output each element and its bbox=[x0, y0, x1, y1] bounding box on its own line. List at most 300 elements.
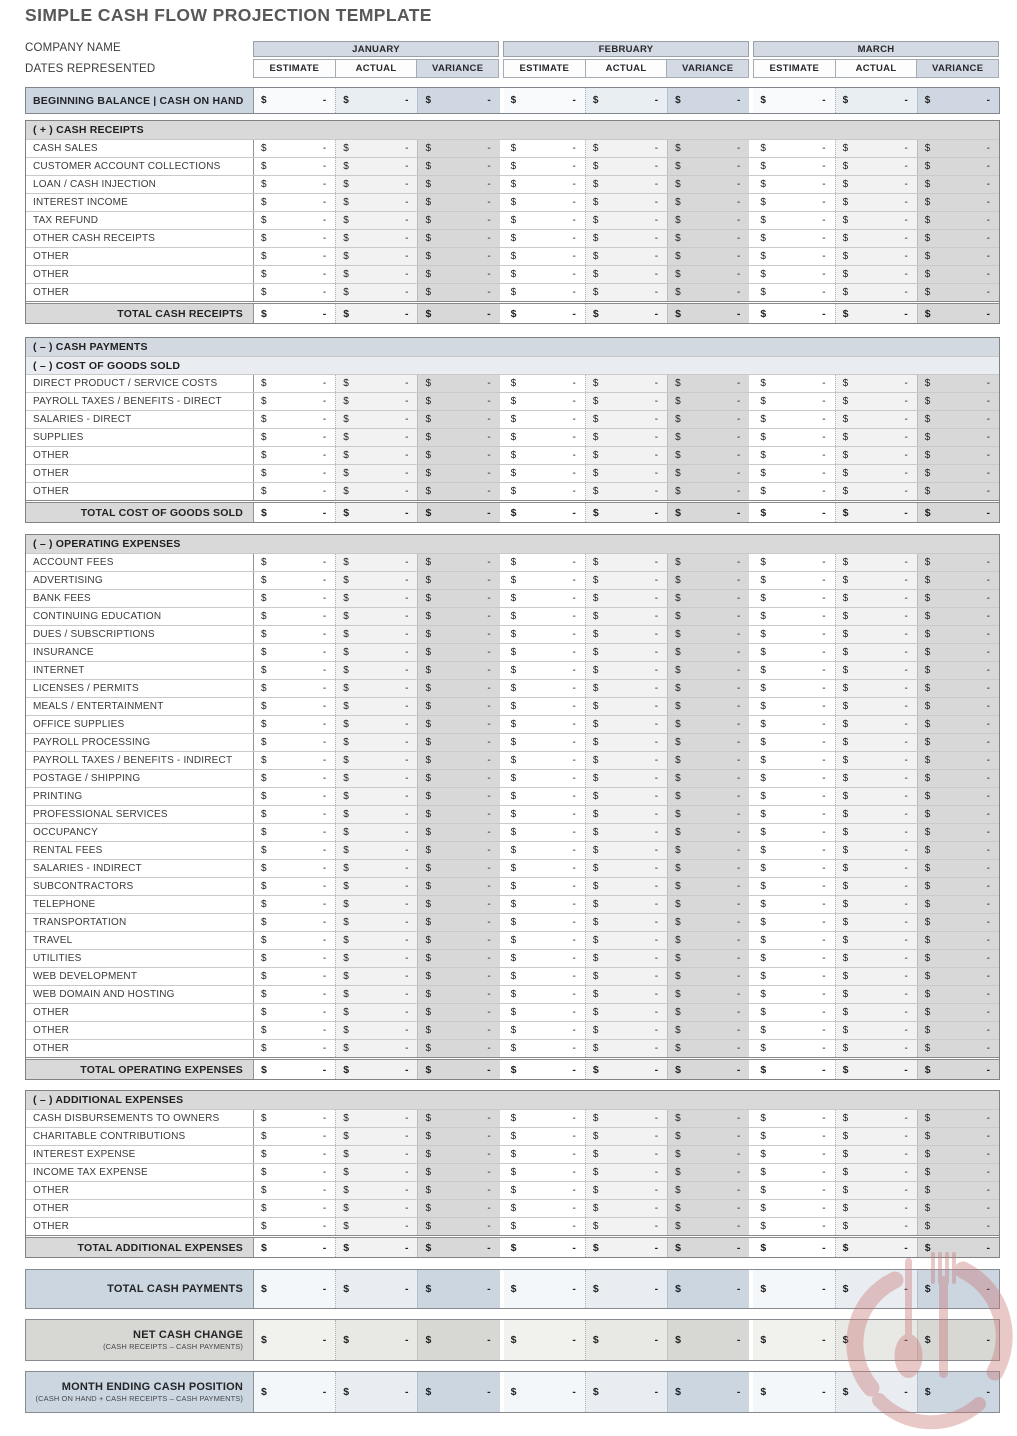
amount-cell-march-variance[interactable] bbox=[917, 447, 999, 464]
amount-cell-march-estimate[interactable] bbox=[753, 304, 834, 323]
amount-cell-january-variance[interactable] bbox=[417, 572, 499, 589]
amount-cell-march-variance[interactable] bbox=[917, 375, 999, 392]
amount-cell-february-estimate[interactable] bbox=[504, 304, 585, 323]
amount-cell-march-variance[interactable] bbox=[917, 230, 999, 247]
amount-cell-january-estimate[interactable] bbox=[254, 554, 335, 571]
amount-cell-march-actual[interactable] bbox=[835, 1110, 917, 1127]
amount-cell-march-estimate[interactable] bbox=[753, 1110, 834, 1127]
amount-cell-march-estimate[interactable] bbox=[753, 1164, 834, 1181]
amount-cell-march-actual[interactable] bbox=[835, 968, 917, 985]
amount-cell-march-actual[interactable] bbox=[835, 860, 917, 877]
amount-cell-february-estimate[interactable] bbox=[504, 88, 585, 113]
amount-cell-march-variance[interactable] bbox=[917, 968, 999, 985]
amount-cell-february-variance[interactable] bbox=[667, 447, 749, 464]
amount-cell-january-variance[interactable] bbox=[417, 1146, 499, 1163]
amount-cell-march-actual[interactable] bbox=[835, 1022, 917, 1039]
amount-cell-january-estimate[interactable] bbox=[254, 393, 335, 410]
amount-cell-february-variance[interactable] bbox=[667, 1270, 749, 1308]
amount-cell-february-estimate[interactable] bbox=[504, 716, 585, 733]
amount-cell-march-variance[interactable] bbox=[917, 248, 999, 265]
amount-cell-march-variance[interactable] bbox=[917, 1146, 999, 1163]
amount-cell-february-estimate[interactable] bbox=[504, 788, 585, 805]
amount-cell-march-variance[interactable] bbox=[917, 1200, 999, 1217]
amount-cell-march-actual[interactable] bbox=[835, 608, 917, 625]
amount-cell-february-estimate[interactable] bbox=[504, 447, 585, 464]
amount-cell-january-variance[interactable] bbox=[417, 393, 499, 410]
amount-cell-march-estimate[interactable] bbox=[753, 194, 834, 211]
amount-cell-february-variance[interactable] bbox=[667, 554, 749, 571]
amount-cell-january-estimate[interactable] bbox=[254, 950, 335, 967]
amount-cell-february-actual[interactable] bbox=[585, 1218, 667, 1235]
amount-cell-march-variance[interactable] bbox=[917, 626, 999, 643]
amount-cell-february-estimate[interactable] bbox=[504, 1218, 585, 1235]
amount-cell-february-actual[interactable] bbox=[585, 140, 667, 157]
amount-cell-march-variance[interactable] bbox=[917, 176, 999, 193]
amount-cell-february-variance[interactable] bbox=[667, 266, 749, 283]
amount-cell-january-estimate[interactable] bbox=[254, 626, 335, 643]
amount-cell-january-variance[interactable] bbox=[417, 1022, 499, 1039]
amount-cell-march-variance[interactable] bbox=[917, 1022, 999, 1039]
amount-cell-march-estimate[interactable] bbox=[753, 842, 834, 859]
amount-cell-march-estimate[interactable] bbox=[753, 1200, 834, 1217]
amount-cell-march-actual[interactable] bbox=[835, 950, 917, 967]
amount-cell-march-variance[interactable] bbox=[917, 554, 999, 571]
amount-cell-march-estimate[interactable] bbox=[753, 1022, 834, 1039]
amount-cell-january-estimate[interactable] bbox=[254, 503, 335, 522]
amount-cell-february-estimate[interactable] bbox=[504, 248, 585, 265]
amount-cell-march-variance[interactable] bbox=[917, 284, 999, 301]
amount-cell-january-estimate[interactable] bbox=[254, 483, 335, 500]
amount-cell-february-estimate[interactable] bbox=[504, 1320, 585, 1360]
amount-cell-february-actual[interactable] bbox=[585, 429, 667, 446]
amount-cell-february-actual[interactable] bbox=[585, 968, 667, 985]
amount-cell-january-variance[interactable] bbox=[417, 590, 499, 607]
amount-cell-january-variance[interactable] bbox=[417, 248, 499, 265]
amount-cell-march-variance[interactable] bbox=[917, 806, 999, 823]
amount-cell-february-actual[interactable] bbox=[585, 1060, 667, 1079]
amount-cell-february-actual[interactable] bbox=[585, 752, 667, 769]
amount-cell-march-estimate[interactable] bbox=[753, 896, 834, 913]
amount-cell-march-actual[interactable] bbox=[835, 176, 917, 193]
amount-cell-january-variance[interactable] bbox=[417, 626, 499, 643]
amount-cell-february-estimate[interactable] bbox=[504, 734, 585, 751]
amount-cell-march-estimate[interactable] bbox=[753, 644, 834, 661]
amount-cell-february-variance[interactable] bbox=[667, 1146, 749, 1163]
amount-cell-january-variance[interactable] bbox=[417, 1200, 499, 1217]
amount-cell-march-variance[interactable] bbox=[917, 266, 999, 283]
amount-cell-february-variance[interactable] bbox=[667, 284, 749, 301]
amount-cell-february-variance[interactable] bbox=[667, 824, 749, 841]
amount-cell-january-variance[interactable] bbox=[417, 878, 499, 895]
amount-cell-march-estimate[interactable] bbox=[753, 770, 834, 787]
amount-cell-march-variance[interactable] bbox=[917, 608, 999, 625]
amount-cell-january-variance[interactable] bbox=[417, 824, 499, 841]
amount-cell-february-variance[interactable] bbox=[667, 88, 749, 113]
amount-cell-january-actual[interactable] bbox=[335, 230, 417, 247]
amount-cell-january-variance[interactable] bbox=[417, 806, 499, 823]
amount-cell-february-variance[interactable] bbox=[667, 662, 749, 679]
amount-cell-february-variance[interactable] bbox=[667, 1110, 749, 1127]
amount-cell-march-variance[interactable] bbox=[917, 770, 999, 787]
amount-cell-february-actual[interactable] bbox=[585, 1238, 667, 1257]
amount-cell-january-variance[interactable] bbox=[417, 716, 499, 733]
amount-cell-march-variance[interactable] bbox=[917, 194, 999, 211]
amount-cell-january-estimate[interactable] bbox=[254, 788, 335, 805]
amount-cell-january-actual[interactable] bbox=[335, 932, 417, 949]
amount-cell-march-estimate[interactable] bbox=[753, 1128, 834, 1145]
amount-cell-january-estimate[interactable] bbox=[254, 644, 335, 661]
amount-cell-march-estimate[interactable] bbox=[753, 716, 834, 733]
amount-cell-march-estimate[interactable] bbox=[753, 824, 834, 841]
amount-cell-march-estimate[interactable] bbox=[753, 393, 834, 410]
amount-cell-january-variance[interactable] bbox=[417, 662, 499, 679]
amount-cell-january-actual[interactable] bbox=[335, 716, 417, 733]
amount-cell-february-estimate[interactable] bbox=[504, 429, 585, 446]
amount-cell-february-variance[interactable] bbox=[667, 842, 749, 859]
amount-cell-march-estimate[interactable] bbox=[753, 88, 834, 113]
amount-cell-february-actual[interactable] bbox=[585, 393, 667, 410]
amount-cell-february-variance[interactable] bbox=[667, 806, 749, 823]
amount-cell-march-actual[interactable] bbox=[835, 483, 917, 500]
amount-cell-february-variance[interactable] bbox=[667, 680, 749, 697]
amount-cell-february-actual[interactable] bbox=[585, 176, 667, 193]
amount-cell-january-estimate[interactable] bbox=[254, 1372, 335, 1412]
amount-cell-february-variance[interactable] bbox=[667, 878, 749, 895]
amount-cell-february-actual[interactable] bbox=[585, 572, 667, 589]
amount-cell-february-estimate[interactable] bbox=[504, 230, 585, 247]
amount-cell-january-actual[interactable] bbox=[335, 140, 417, 157]
amount-cell-march-variance[interactable] bbox=[917, 734, 999, 751]
amount-cell-january-estimate[interactable] bbox=[254, 806, 335, 823]
amount-cell-february-actual[interactable] bbox=[585, 626, 667, 643]
amount-cell-march-estimate[interactable] bbox=[753, 1004, 834, 1021]
amount-cell-february-estimate[interactable] bbox=[504, 644, 585, 661]
amount-cell-february-variance[interactable] bbox=[667, 788, 749, 805]
amount-cell-march-estimate[interactable] bbox=[753, 140, 834, 157]
amount-cell-january-actual[interactable] bbox=[335, 878, 417, 895]
amount-cell-march-variance[interactable] bbox=[917, 986, 999, 1003]
amount-cell-march-estimate[interactable] bbox=[753, 1182, 834, 1199]
amount-cell-january-actual[interactable] bbox=[335, 1372, 417, 1412]
amount-cell-february-estimate[interactable] bbox=[504, 393, 585, 410]
amount-cell-january-estimate[interactable] bbox=[254, 1004, 335, 1021]
amount-cell-january-variance[interactable] bbox=[417, 304, 499, 323]
amount-cell-january-actual[interactable] bbox=[335, 212, 417, 229]
amount-cell-march-actual[interactable] bbox=[835, 1372, 917, 1412]
amount-cell-february-actual[interactable] bbox=[585, 896, 667, 913]
amount-cell-january-estimate[interactable] bbox=[254, 608, 335, 625]
amount-cell-march-estimate[interactable] bbox=[753, 230, 834, 247]
amount-cell-january-variance[interactable] bbox=[417, 644, 499, 661]
amount-cell-march-estimate[interactable] bbox=[753, 158, 834, 175]
amount-cell-january-actual[interactable] bbox=[335, 1320, 417, 1360]
amount-cell-march-actual[interactable] bbox=[835, 1146, 917, 1163]
amount-cell-january-estimate[interactable] bbox=[254, 1110, 335, 1127]
amount-cell-february-estimate[interactable] bbox=[504, 375, 585, 392]
amount-cell-february-estimate[interactable] bbox=[504, 1040, 585, 1057]
amount-cell-march-actual[interactable] bbox=[835, 304, 917, 323]
amount-cell-february-variance[interactable] bbox=[667, 590, 749, 607]
amount-cell-january-estimate[interactable] bbox=[254, 896, 335, 913]
amount-cell-march-estimate[interactable] bbox=[753, 1218, 834, 1235]
amount-cell-february-actual[interactable] bbox=[585, 1200, 667, 1217]
amount-cell-february-actual[interactable] bbox=[585, 644, 667, 661]
amount-cell-february-actual[interactable] bbox=[585, 375, 667, 392]
amount-cell-january-variance[interactable] bbox=[417, 1270, 499, 1308]
amount-cell-february-actual[interactable] bbox=[585, 1320, 667, 1360]
amount-cell-january-actual[interactable] bbox=[335, 788, 417, 805]
amount-cell-march-actual[interactable] bbox=[835, 284, 917, 301]
amount-cell-march-variance[interactable] bbox=[917, 572, 999, 589]
amount-cell-february-estimate[interactable] bbox=[504, 554, 585, 571]
amount-cell-march-actual[interactable] bbox=[835, 986, 917, 1003]
amount-cell-january-actual[interactable] bbox=[335, 1164, 417, 1181]
amount-cell-february-estimate[interactable] bbox=[504, 680, 585, 697]
amount-cell-january-actual[interactable] bbox=[335, 284, 417, 301]
amount-cell-march-actual[interactable] bbox=[835, 734, 917, 751]
amount-cell-march-estimate[interactable] bbox=[753, 212, 834, 229]
amount-cell-march-actual[interactable] bbox=[835, 824, 917, 841]
amount-cell-february-estimate[interactable] bbox=[504, 824, 585, 841]
amount-cell-february-actual[interactable] bbox=[585, 465, 667, 482]
amount-cell-march-actual[interactable] bbox=[835, 590, 917, 607]
amount-cell-march-estimate[interactable] bbox=[753, 950, 834, 967]
amount-cell-january-variance[interactable] bbox=[417, 1040, 499, 1057]
amount-cell-february-actual[interactable] bbox=[585, 230, 667, 247]
amount-cell-january-actual[interactable] bbox=[335, 1022, 417, 1039]
amount-cell-january-variance[interactable] bbox=[417, 554, 499, 571]
amount-cell-january-variance[interactable] bbox=[417, 752, 499, 769]
amount-cell-january-estimate[interactable] bbox=[254, 248, 335, 265]
amount-cell-february-actual[interactable] bbox=[585, 483, 667, 500]
amount-cell-march-variance[interactable] bbox=[917, 1060, 999, 1079]
amount-cell-january-variance[interactable] bbox=[417, 1372, 499, 1412]
amount-cell-march-variance[interactable] bbox=[917, 788, 999, 805]
amount-cell-january-estimate[interactable] bbox=[254, 716, 335, 733]
amount-cell-february-variance[interactable] bbox=[667, 375, 749, 392]
amount-cell-march-variance[interactable] bbox=[917, 680, 999, 697]
amount-cell-march-variance[interactable] bbox=[917, 1110, 999, 1127]
amount-cell-march-estimate[interactable] bbox=[753, 626, 834, 643]
amount-cell-january-estimate[interactable] bbox=[254, 590, 335, 607]
amount-cell-february-variance[interactable] bbox=[667, 644, 749, 661]
amount-cell-march-variance[interactable] bbox=[917, 932, 999, 949]
amount-cell-february-actual[interactable] bbox=[585, 1110, 667, 1127]
amount-cell-january-actual[interactable] bbox=[335, 158, 417, 175]
amount-cell-march-estimate[interactable] bbox=[753, 1040, 834, 1057]
amount-cell-january-variance[interactable] bbox=[417, 914, 499, 931]
amount-cell-march-variance[interactable] bbox=[917, 914, 999, 931]
amount-cell-february-variance[interactable] bbox=[667, 896, 749, 913]
amount-cell-january-actual[interactable] bbox=[335, 986, 417, 1003]
amount-cell-january-variance[interactable] bbox=[417, 1110, 499, 1127]
amount-cell-march-actual[interactable] bbox=[835, 626, 917, 643]
amount-cell-january-variance[interactable] bbox=[417, 1320, 499, 1360]
amount-cell-march-variance[interactable] bbox=[917, 878, 999, 895]
amount-cell-march-actual[interactable] bbox=[835, 1270, 917, 1308]
amount-cell-january-variance[interactable] bbox=[417, 411, 499, 428]
amount-cell-january-estimate[interactable] bbox=[254, 878, 335, 895]
amount-cell-march-estimate[interactable] bbox=[753, 429, 834, 446]
amount-cell-march-actual[interactable] bbox=[835, 644, 917, 661]
amount-cell-february-actual[interactable] bbox=[585, 503, 667, 522]
amount-cell-january-estimate[interactable] bbox=[254, 932, 335, 949]
amount-cell-february-variance[interactable] bbox=[667, 1182, 749, 1199]
amount-cell-february-actual[interactable] bbox=[585, 554, 667, 571]
amount-cell-february-estimate[interactable] bbox=[504, 698, 585, 715]
amount-cell-february-actual[interactable] bbox=[585, 304, 667, 323]
amount-cell-march-actual[interactable] bbox=[835, 932, 917, 949]
amount-cell-january-estimate[interactable] bbox=[254, 734, 335, 751]
amount-cell-january-actual[interactable] bbox=[335, 1060, 417, 1079]
amount-cell-march-estimate[interactable] bbox=[753, 968, 834, 985]
amount-cell-january-estimate[interactable] bbox=[254, 1270, 335, 1308]
amount-cell-march-variance[interactable] bbox=[917, 158, 999, 175]
amount-cell-march-estimate[interactable] bbox=[753, 1270, 834, 1308]
amount-cell-february-actual[interactable] bbox=[585, 788, 667, 805]
amount-cell-january-variance[interactable] bbox=[417, 1004, 499, 1021]
amount-cell-february-estimate[interactable] bbox=[504, 590, 585, 607]
amount-cell-january-actual[interactable] bbox=[335, 680, 417, 697]
amount-cell-march-actual[interactable] bbox=[835, 230, 917, 247]
amount-cell-january-estimate[interactable] bbox=[254, 1022, 335, 1039]
amount-cell-march-estimate[interactable] bbox=[753, 284, 834, 301]
amount-cell-february-variance[interactable] bbox=[667, 194, 749, 211]
amount-cell-march-variance[interactable] bbox=[917, 824, 999, 841]
amount-cell-february-variance[interactable] bbox=[667, 230, 749, 247]
amount-cell-march-variance[interactable] bbox=[917, 716, 999, 733]
amount-cell-february-actual[interactable] bbox=[585, 950, 667, 967]
amount-cell-march-estimate[interactable] bbox=[753, 1372, 834, 1412]
amount-cell-february-variance[interactable] bbox=[667, 393, 749, 410]
amount-cell-january-estimate[interactable] bbox=[254, 1200, 335, 1217]
amount-cell-march-estimate[interactable] bbox=[753, 447, 834, 464]
amount-cell-march-variance[interactable] bbox=[917, 304, 999, 323]
amount-cell-february-variance[interactable] bbox=[667, 503, 749, 522]
amount-cell-january-estimate[interactable] bbox=[254, 375, 335, 392]
amount-cell-february-actual[interactable] bbox=[585, 878, 667, 895]
amount-cell-january-estimate[interactable] bbox=[254, 1060, 335, 1079]
amount-cell-march-estimate[interactable] bbox=[753, 932, 834, 949]
amount-cell-february-estimate[interactable] bbox=[504, 1110, 585, 1127]
amount-cell-january-variance[interactable] bbox=[417, 860, 499, 877]
amount-cell-march-actual[interactable] bbox=[835, 88, 917, 113]
amount-cell-february-actual[interactable] bbox=[585, 158, 667, 175]
amount-cell-march-variance[interactable] bbox=[917, 465, 999, 482]
amount-cell-february-variance[interactable] bbox=[667, 1040, 749, 1057]
amount-cell-march-estimate[interactable] bbox=[753, 806, 834, 823]
amount-cell-february-variance[interactable] bbox=[667, 1320, 749, 1360]
amount-cell-february-variance[interactable] bbox=[667, 158, 749, 175]
amount-cell-january-estimate[interactable] bbox=[254, 662, 335, 679]
amount-cell-february-estimate[interactable] bbox=[504, 194, 585, 211]
amount-cell-january-actual[interactable] bbox=[335, 626, 417, 643]
amount-cell-january-estimate[interactable] bbox=[254, 1218, 335, 1235]
amount-cell-march-actual[interactable] bbox=[835, 572, 917, 589]
amount-cell-february-estimate[interactable] bbox=[504, 1200, 585, 1217]
amount-cell-march-actual[interactable] bbox=[835, 716, 917, 733]
amount-cell-january-estimate[interactable] bbox=[254, 284, 335, 301]
amount-cell-march-estimate[interactable] bbox=[753, 483, 834, 500]
amount-cell-march-actual[interactable] bbox=[835, 1200, 917, 1217]
amount-cell-january-estimate[interactable] bbox=[254, 1238, 335, 1257]
amount-cell-march-variance[interactable] bbox=[917, 950, 999, 967]
amount-cell-january-variance[interactable] bbox=[417, 1238, 499, 1257]
amount-cell-february-estimate[interactable] bbox=[504, 503, 585, 522]
amount-cell-january-variance[interactable] bbox=[417, 284, 499, 301]
amount-cell-march-variance[interactable] bbox=[917, 698, 999, 715]
dates-represented-cell[interactable]: DATES REPRESENTED bbox=[25, 63, 156, 75]
amount-cell-february-estimate[interactable] bbox=[504, 608, 585, 625]
amount-cell-february-actual[interactable] bbox=[585, 1040, 667, 1057]
amount-cell-march-actual[interactable] bbox=[835, 248, 917, 265]
amount-cell-february-variance[interactable] bbox=[667, 914, 749, 931]
amount-cell-january-variance[interactable] bbox=[417, 1182, 499, 1199]
amount-cell-march-actual[interactable] bbox=[835, 788, 917, 805]
amount-cell-february-estimate[interactable] bbox=[504, 1238, 585, 1257]
amount-cell-january-actual[interactable] bbox=[335, 248, 417, 265]
amount-cell-january-estimate[interactable] bbox=[254, 680, 335, 697]
amount-cell-january-actual[interactable] bbox=[335, 503, 417, 522]
amount-cell-march-estimate[interactable] bbox=[753, 752, 834, 769]
amount-cell-february-estimate[interactable] bbox=[504, 1270, 585, 1308]
amount-cell-january-estimate[interactable] bbox=[254, 88, 335, 113]
amount-cell-january-variance[interactable] bbox=[417, 483, 499, 500]
amount-cell-january-actual[interactable] bbox=[335, 824, 417, 841]
amount-cell-february-actual[interactable] bbox=[585, 88, 667, 113]
amount-cell-march-estimate[interactable] bbox=[753, 176, 834, 193]
amount-cell-january-variance[interactable] bbox=[417, 842, 499, 859]
amount-cell-january-estimate[interactable] bbox=[254, 266, 335, 283]
amount-cell-february-variance[interactable] bbox=[667, 932, 749, 949]
amount-cell-january-variance[interactable] bbox=[417, 176, 499, 193]
amount-cell-january-actual[interactable] bbox=[335, 1004, 417, 1021]
amount-cell-february-variance[interactable] bbox=[667, 411, 749, 428]
amount-cell-march-variance[interactable] bbox=[917, 1218, 999, 1235]
amount-cell-march-variance[interactable] bbox=[917, 644, 999, 661]
amount-cell-february-variance[interactable] bbox=[667, 950, 749, 967]
amount-cell-january-estimate[interactable] bbox=[254, 212, 335, 229]
amount-cell-march-estimate[interactable] bbox=[753, 680, 834, 697]
amount-cell-march-variance[interactable] bbox=[917, 1128, 999, 1145]
amount-cell-march-actual[interactable] bbox=[835, 842, 917, 859]
amount-cell-march-estimate[interactable] bbox=[753, 503, 834, 522]
amount-cell-january-estimate[interactable] bbox=[254, 842, 335, 859]
amount-cell-march-actual[interactable] bbox=[835, 1218, 917, 1235]
amount-cell-january-variance[interactable] bbox=[417, 896, 499, 913]
amount-cell-january-actual[interactable] bbox=[335, 806, 417, 823]
amount-cell-march-actual[interactable] bbox=[835, 212, 917, 229]
amount-cell-january-variance[interactable] bbox=[417, 194, 499, 211]
amount-cell-march-actual[interactable] bbox=[835, 465, 917, 482]
amount-cell-january-variance[interactable] bbox=[417, 503, 499, 522]
amount-cell-january-variance[interactable] bbox=[417, 140, 499, 157]
amount-cell-march-estimate[interactable] bbox=[753, 572, 834, 589]
amount-cell-february-variance[interactable] bbox=[667, 176, 749, 193]
amount-cell-february-actual[interactable] bbox=[585, 770, 667, 787]
amount-cell-january-actual[interactable] bbox=[335, 429, 417, 446]
amount-cell-february-estimate[interactable] bbox=[504, 752, 585, 769]
company-name-cell[interactable]: COMPANY NAME bbox=[25, 42, 121, 54]
amount-cell-march-estimate[interactable] bbox=[753, 1060, 834, 1079]
amount-cell-january-variance[interactable] bbox=[417, 375, 499, 392]
amount-cell-february-actual[interactable] bbox=[585, 411, 667, 428]
amount-cell-february-estimate[interactable] bbox=[504, 266, 585, 283]
amount-cell-january-estimate[interactable] bbox=[254, 698, 335, 715]
amount-cell-march-actual[interactable] bbox=[835, 1060, 917, 1079]
amount-cell-january-estimate[interactable] bbox=[254, 1128, 335, 1145]
amount-cell-march-variance[interactable] bbox=[917, 1182, 999, 1199]
